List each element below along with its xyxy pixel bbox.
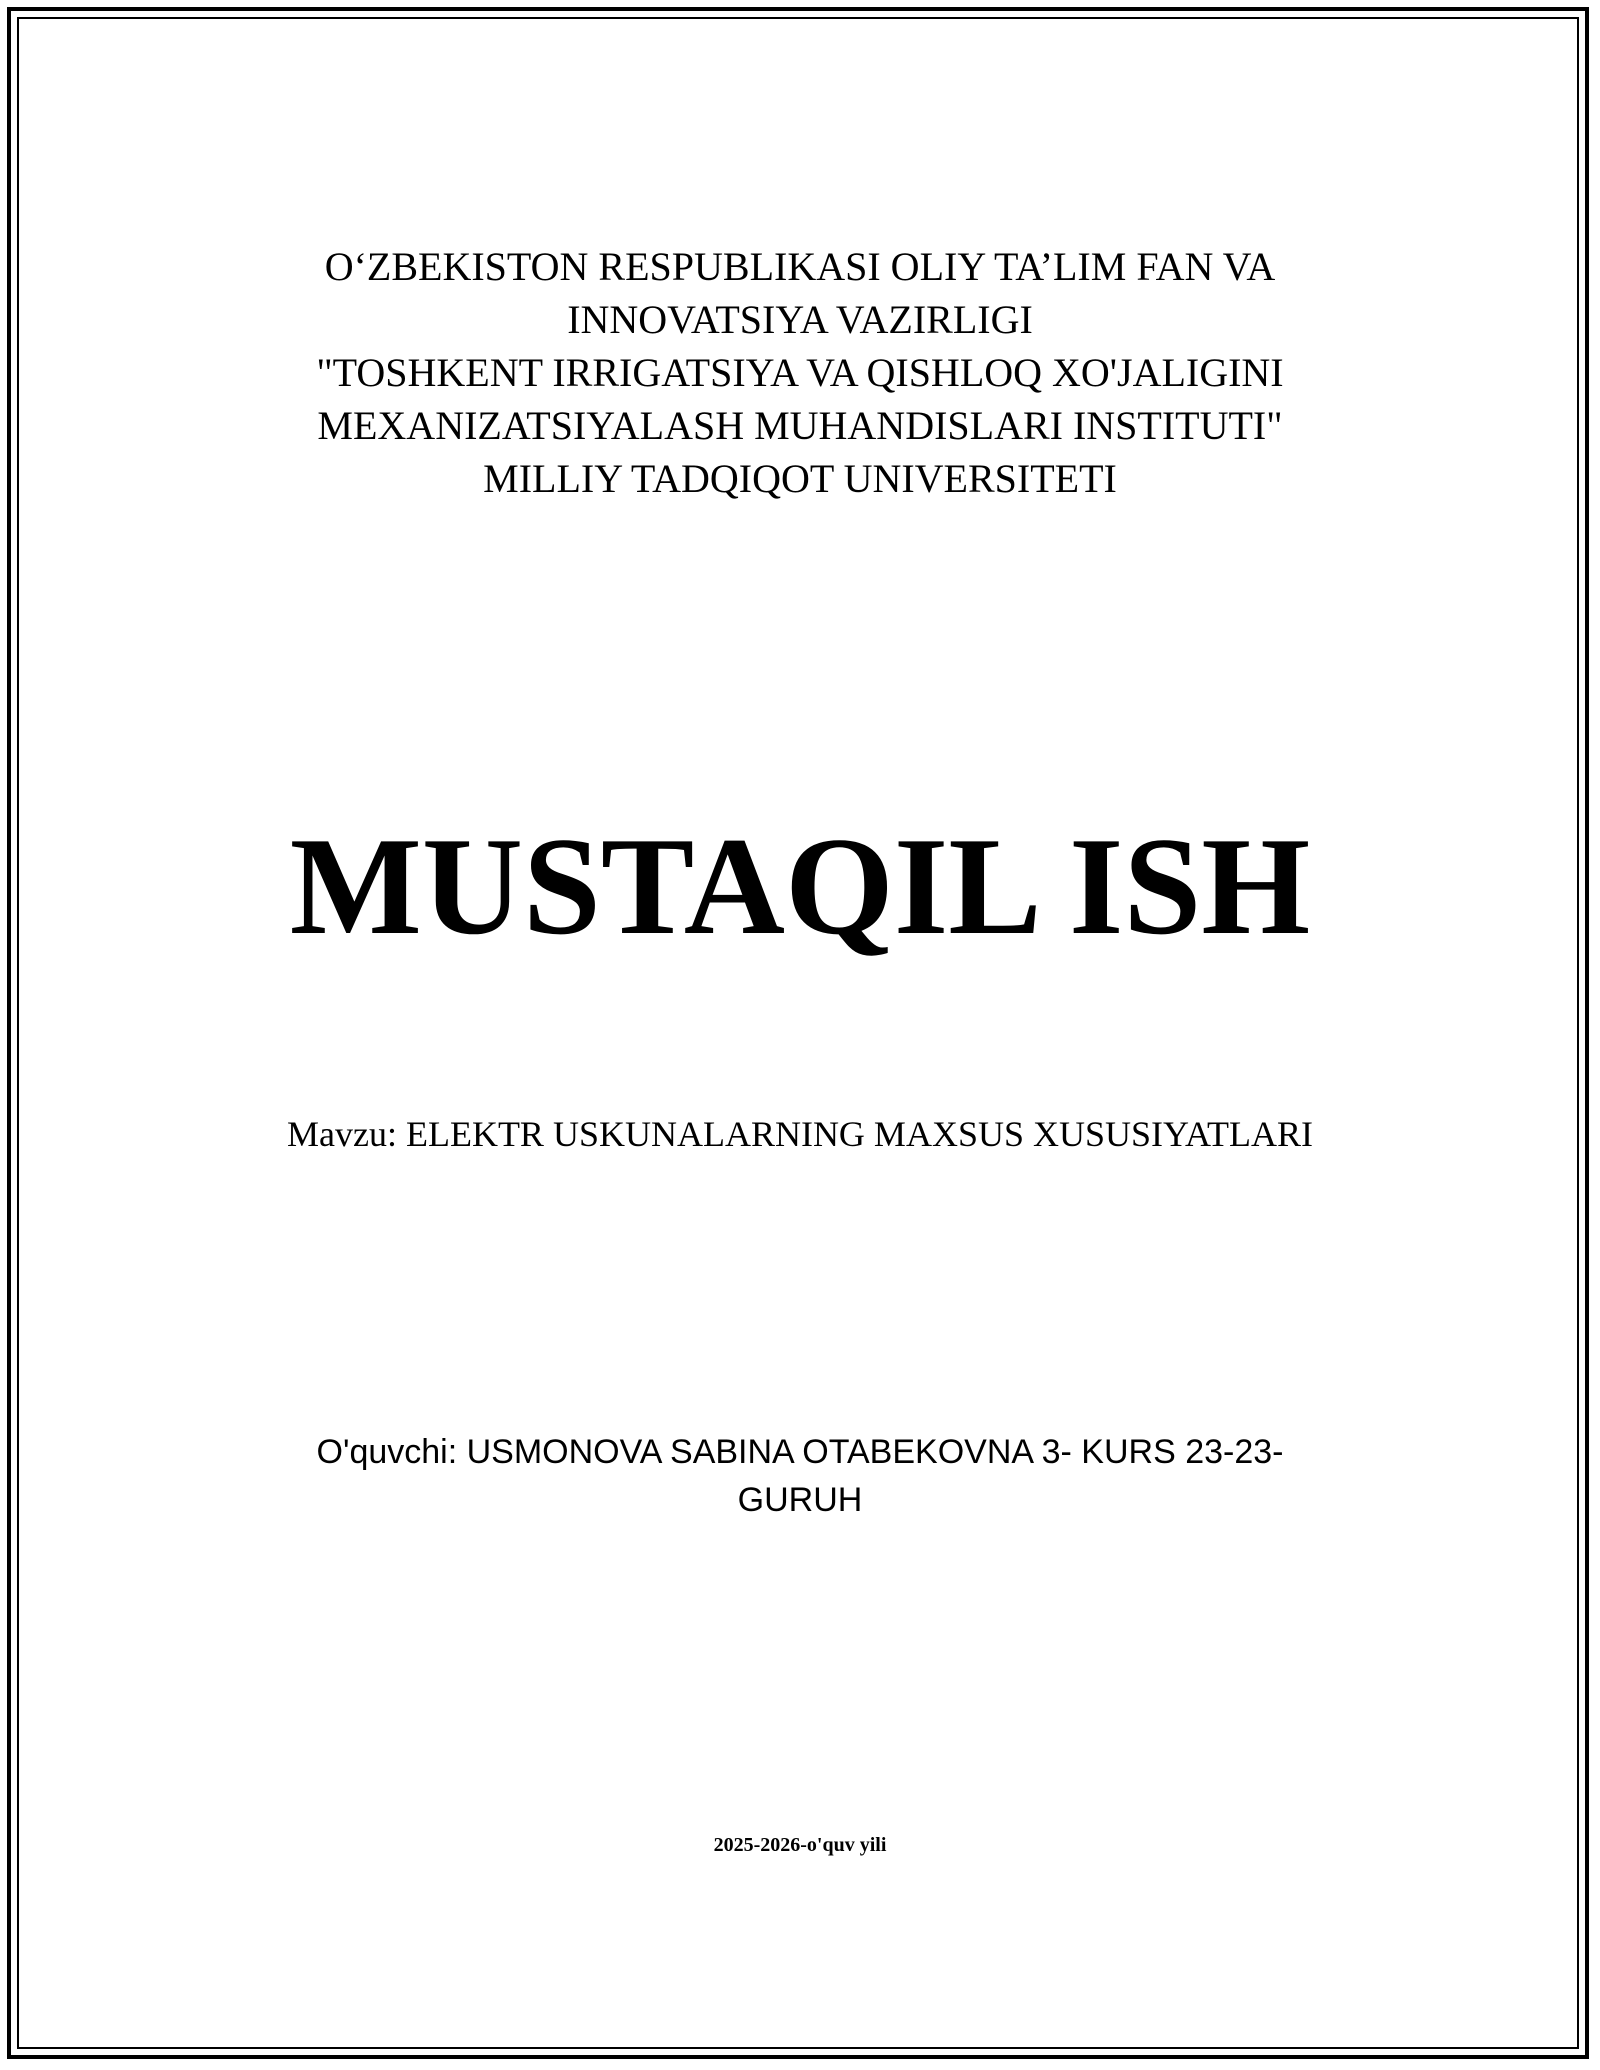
header-line: "TOSHKENT IRRIGATSIYA VA QISHLOQ XO'JALIGINI — [316, 350, 1284, 395]
header-line: MILLIY TADQIQOT UNIVERSITETI — [483, 456, 1117, 501]
student-info — [0, 1428, 1600, 1524]
header-line: O‘ZBEKISTON RESPUBLIKASI OLIY TA’LIM FAN VA — [324, 244, 1276, 289]
academic-year: 2025-2026-o'quv yili — [713, 1834, 887, 1856]
header-line: INNOVATSIYA VAZIRLIGI — [567, 297, 1033, 342]
student-line: O'quvchi: USMONOVA SABINA OTABEKOVNA 3- KURS 23-23- — [316, 1433, 1284, 1471]
document-title: MUSTAQIL ISH — [289, 809, 1311, 964]
institution-header — [0, 240, 1600, 505]
topic-line: Mavzu: ELEKTR USKUNALARNING MAXSUS XUSUSIYATLARI — [287, 1114, 1313, 1154]
student-line: GURUH — [737, 1481, 863, 1519]
header-line: MEXANIZATSIYALASH MUHANDISLARI INSTITUTI" — [317, 403, 1283, 448]
